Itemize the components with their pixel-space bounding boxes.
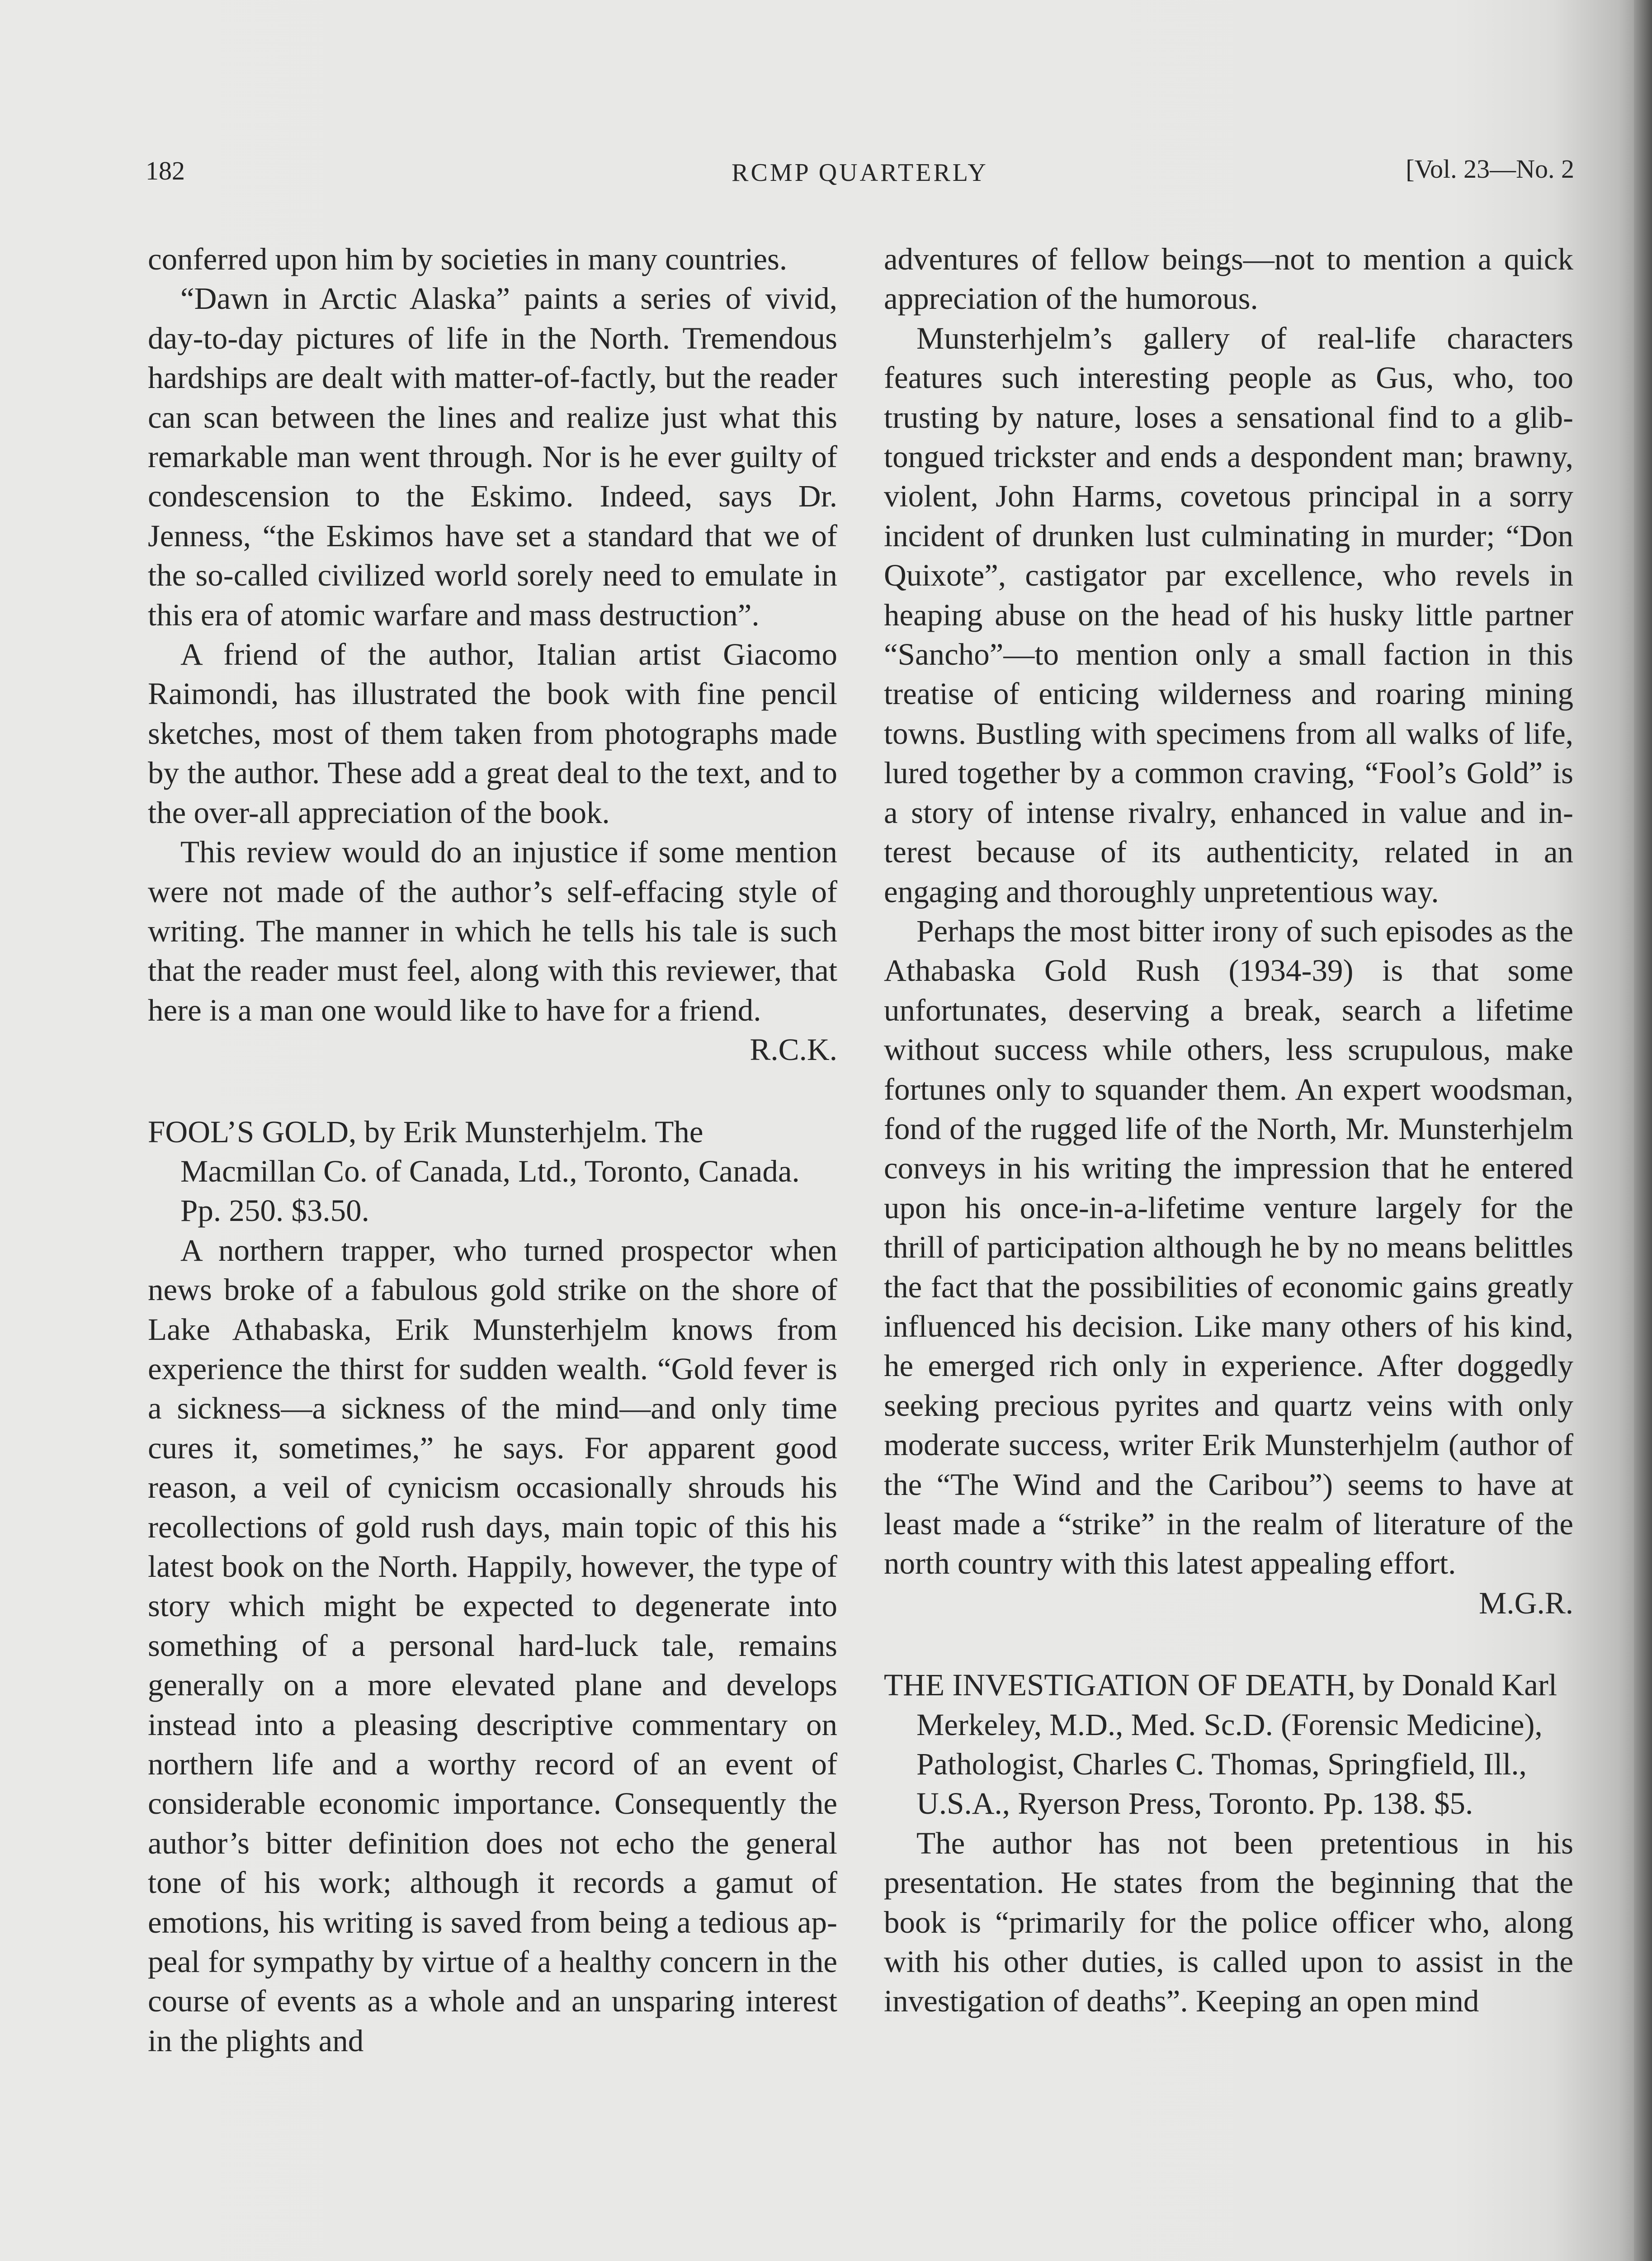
paragraph: This review would do an injustice if some mention were not made of the author’s self-effacing style of writing. The manner in which he tells his tale is such that the reader must feel, along with this reviewer, that here is a man one would like to have for a friend. <box>148 835 837 1027</box>
paragraph: Perhaps the most bitter irony of such episodes as the Athabaska Gold Rush (1934-39) is that some unfortunates, deserving a break, search a lifetime without success while others, less scrupulous, make fortunes only to squander them. An expert woodsman, fond of the rugged life of the North, Mr. Munsterhjelm conveys in his writing the impression that he entered upon his once-in-a-lifetime venture largely for the thrill of participation although he by no means belittles the fact that the possibilities of economic gains greatly influenced his decision. Like many others of his kind, he emerged rich only in experience. After doggedly seeking precious pyrites and quartz veins with only moderate success, writer Erik Munsterhjelm (author of the “The Wind and the Caribou”) seems to have at least made a “strike” in the realm of literature of the north country with this latest appealing effort. <box>884 913 1573 1581</box>
volume-issue: [Vol. 23—No. 2 <box>1406 154 1574 184</box>
book-citation-heading: THE INVESTIGATION OF DEATH, by Donald Karl Merkeley, M.D., Med. Sc.D. (Forensic Medicine), Pathologist, Charles C. Thomas, Springfield, Ill., U.S.A., Ryerson Press, Toronto. Pp. 138. $5. <box>884 1668 1558 1821</box>
reviewer-initials: M.G.R. <box>1479 1585 1573 1620</box>
paragraph: The author has not been pretentious in his presentation. He states from the beginning that the book is “primarily for the police officer who, along with his other duties, is called upon to assist in the investigation of deaths”. Keeping an open mind <box>884 1826 1573 2019</box>
reviewer-signature-line <box>884 1584 1573 1623</box>
right-column <box>884 240 1573 2021</box>
paragraph: Munsterhjelm’s gallery of real-life characters features such interesting people as Gus, who, too trusting by nature, loses a sensational find to a glib-tongued trickster and ends a despondent man; brawny, violent, John Harms, covetous principal in a sorry incident of drunken lust culminating in murder; “Don Quixote”, castigator par excellence, who revels in heaping abuse on the head of his husky little partner “Sancho”—to mention only a small faction in this treatise of enticing wilderness and roaring mining towns. Bustling with specimens from all walks of life, lured together by a common craving, “Fool’s Gold” is a story of intense rivalry, enhanced in value and interest because of its authenticity, related in an engaging and thoroughly unpretentious way. <box>884 321 1573 909</box>
paragraph: A northern trapper, who turned prospector when news broke of a fabulous gold strike on the shore of Lake Athabaska, Erik Munsterhjelm knows from experience the thirst for sudden wealth. “Gold fever is a sickness—a sickness of the mind—and only time cures it, sometimes,” he says. For apparent good reason, a veil of cynicism occasionally shrouds his recollections of gold rush days, main topic of this his latest book on the North. Happily, however, the type of story which might be expected to degenerate into something of a personal hard-luck tale, remains generally on a more elevated plane and develops instead into a pleasing descriptive commentary on northern life and a worthy record of an event of considerable economic importance. Consequently the author’s bitter definition does not echo the general tone of his work; although it records a gamut of emotions, his writing is saved from being a tedious appeal for sympathy by virtue of a healthy concern in the course of events as a whole and an unsparing interest in the plights and <box>148 1233 837 2058</box>
journal-title: RCMP QUARTERLY <box>732 159 988 187</box>
reviewer-initials: R.C.K. <box>750 1032 837 1067</box>
page-edge-shadow <box>1634 0 1652 2261</box>
reviewer-signature-line <box>148 1030 837 1069</box>
paragraph-continued: adventures of fellow beings—not to mention a quick appreciation of the humorous. <box>884 242 1573 316</box>
page-number: 182 <box>146 156 185 185</box>
left-column <box>148 240 837 2061</box>
paragraph-continued: conferred upon him by societies in many countries. <box>148 242 788 276</box>
running-header <box>146 149 1574 194</box>
paragraph: A friend of the author, Italian artist Giacomo Raimondi, has illustrated the book with fine pencil sketches, most of them taken from photographs made by the author. These add a great deal to the text, and to the over-all appreciation of the book. <box>148 637 837 830</box>
paragraph: “Dawn in Arctic Alaska” paints a series of vivid, day-to-day pictures of life in the North. Tremendous hardships are dealt with matter-of-factly, but the reader can scan between the lines and realize just what this remarkable man went through. Nor is he ever guilty of condescension to the Eskimo. Indeed, says Dr. Jenness, “the Eskimos have set a standard that we of the so-called civilized world sorely need to emulate in this era of atomic warfare and mass destruction”. <box>148 281 837 632</box>
book-citation-heading: FOOL’S GOLD, by Erik Munsterhjelm. The Macmillan Co. of Canada, Ltd., Toronto, Canada. Pp. 250. $3.50. <box>148 1114 800 1228</box>
